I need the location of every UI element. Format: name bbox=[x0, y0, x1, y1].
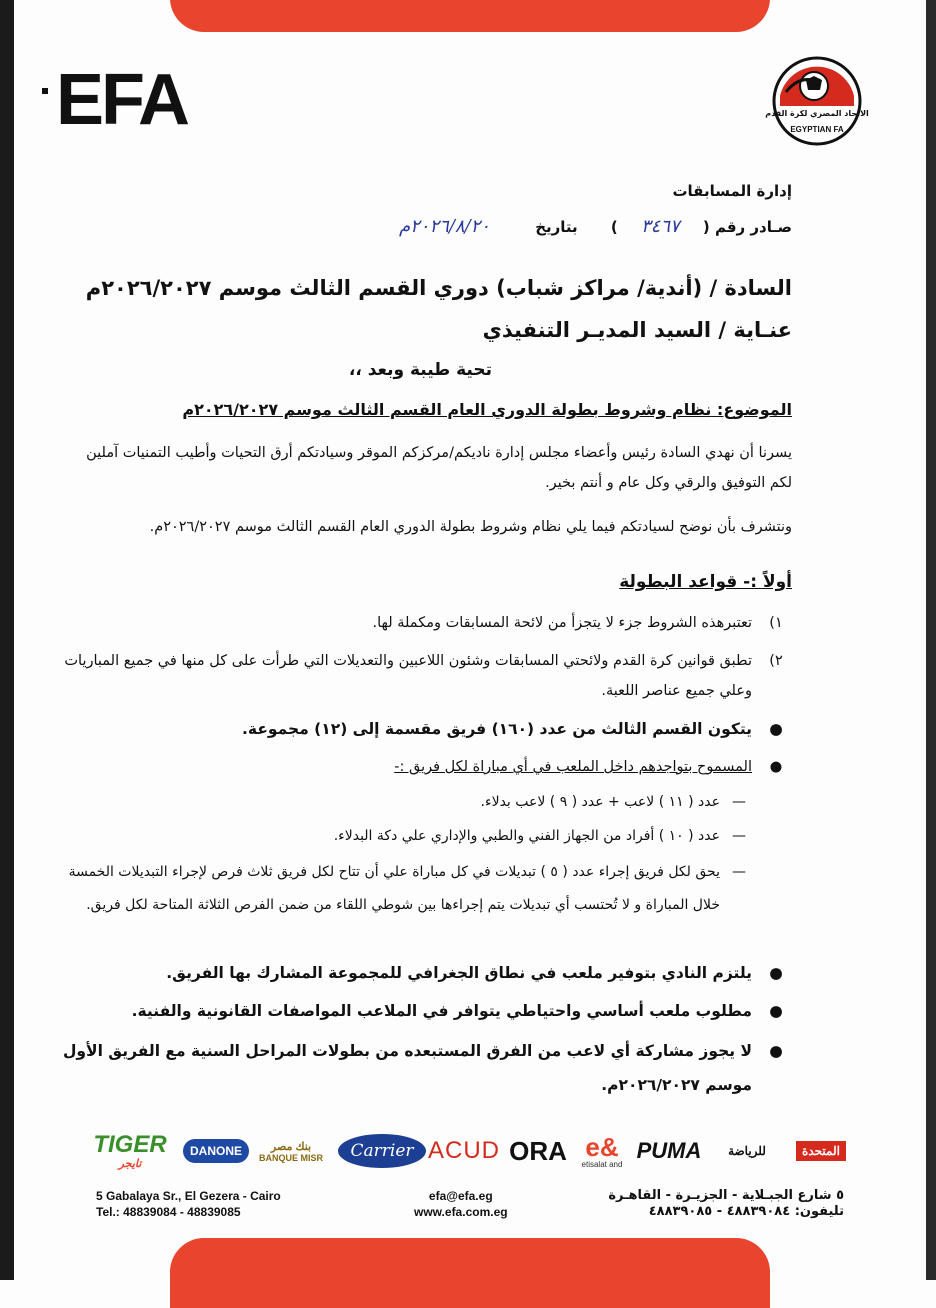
bullet-icon: ● bbox=[769, 1042, 783, 1060]
etisalat-logo: e& etisalat and bbox=[581, 1131, 623, 1169]
list-item-text: يتكون القسم الثالث من عدد (١٦٠) فريق مقسمة إلى (١٢) مجموعة. bbox=[242, 720, 752, 738]
united-logo-text: المتحدة bbox=[796, 1141, 846, 1161]
contact-web bbox=[414, 1188, 508, 1220]
efa-logo bbox=[56, 60, 188, 140]
scan-edge-right bbox=[926, 0, 936, 1280]
ora-logo: ORA bbox=[509, 1135, 567, 1166]
list-marker: ١) bbox=[769, 615, 783, 631]
sub-item bbox=[60, 820, 792, 853]
list-item bbox=[60, 608, 792, 638]
tiger-logo bbox=[90, 1126, 170, 1176]
phone-en: Tel.: 48839084 - 48839085 bbox=[96, 1205, 241, 1219]
list-item bbox=[60, 714, 792, 744]
sponsor-strip bbox=[80, 1126, 860, 1186]
bullet-icon: ● bbox=[769, 964, 783, 982]
contact-bar bbox=[80, 1188, 860, 1228]
intro-paragraph: يسرنا أن نهدي السادة رئيس وأعضاء مجلس إدارة ناديكم/مركزكم الموقر وسيادتكم أرق التحيات وأطيب التمنيات آملين لكم التوفيق والرقي وكل عام و أنتم بخير. bbox=[86, 445, 792, 491]
reference-line bbox=[60, 216, 792, 237]
subject-line bbox=[60, 400, 792, 419]
email-link[interactable]: efa@efa.eg bbox=[428, 1189, 493, 1203]
etisalat-logo-text: etisalat and bbox=[581, 1159, 623, 1169]
sport-logo-text: للرياضة bbox=[728, 1144, 766, 1158]
list-marker: ٢) bbox=[769, 653, 783, 669]
bullet-icon: ● bbox=[769, 759, 783, 775]
puma-logo: PUMA bbox=[636, 1138, 702, 1163]
dash-icon: — bbox=[732, 864, 746, 880]
tiger-logo-ar: تايجر bbox=[118, 1157, 142, 1170]
tiger-logo-text: TIGER bbox=[93, 1130, 167, 1158]
banque-misr-logo bbox=[258, 1126, 324, 1176]
subject-label: الموضوع: bbox=[716, 400, 792, 419]
notice-paragraph: ونتشرف بأن نوضح لسيادتكم فيما يلي نظام وشروط بطولة الدوري العام القسم الثالث موسم ٢٠٢٦/٢٠٢٧م. bbox=[149, 519, 792, 535]
ref-label: صـادر رقم ( bbox=[702, 218, 792, 236]
list-item bbox=[60, 996, 792, 1026]
sub-item bbox=[60, 786, 792, 819]
banque-misr-text: BANQUE MISR bbox=[258, 1152, 323, 1163]
list-item bbox=[60, 958, 792, 988]
scan-edge-left bbox=[0, 0, 14, 1280]
list-item bbox=[60, 646, 792, 706]
logo-mark bbox=[42, 88, 48, 94]
banque-misr-ar: بنك مصر bbox=[270, 1140, 312, 1153]
danone-logo bbox=[180, 1126, 252, 1176]
sub-item-text: عدد ( ١٠ ) أفراد من الجهاز الفني والطبي والإداري علي دكة البدلاء. bbox=[333, 828, 720, 844]
carrier-logo-text: Carrier bbox=[338, 1134, 425, 1168]
ref-close: ) bbox=[610, 218, 618, 236]
list-item bbox=[60, 1034, 792, 1102]
egyptian-fa-crest-icon bbox=[765, 56, 869, 146]
date-label: بتاريخ bbox=[535, 218, 578, 236]
sport-logo bbox=[710, 1126, 784, 1176]
list-item bbox=[60, 752, 792, 782]
crest-caption: EGYPTIAN FA bbox=[790, 125, 844, 134]
date-value: ٢٠٢٦/٨/٢٠م bbox=[398, 216, 490, 237]
attention-line: عنـاية / السيد المديـر التنفيذي bbox=[482, 318, 792, 342]
ref-number: ٣٤٦٧ bbox=[640, 216, 680, 237]
greeting: تحية طيبة وبعد ،، bbox=[348, 360, 492, 380]
address-en: 5 Gabalaya Sr., El Gezera - Cairo bbox=[96, 1189, 281, 1203]
address-ar: ٥ شارع الجبـلاية - الجزيـرة - القاهـرة bbox=[608, 1188, 844, 1203]
phone-ar: تليفون: ٤٨٨٣٩٠٨٤ - ٤٨٨٣٩٠٨٥ bbox=[648, 1204, 844, 1219]
section-title: أولاً :- قواعد البطولة bbox=[619, 572, 792, 592]
efa-logo-text: EFA bbox=[56, 60, 188, 140]
list-item-text: مطلوب ملعب أساسي واحتياطي يتوافر في الملاعب المواصفات القانونية والفنية. bbox=[131, 1002, 752, 1020]
acud-logo: ACUD bbox=[428, 1137, 501, 1164]
bullet-icon: ● bbox=[769, 720, 783, 738]
sub-item-text: يحق لكل فريق إجراء عدد ( ٥ ) تبديلات في كل مباراة علي أن تتاح لكل فريق ثلاث فرص لإجراء التبديلات الخمسة خلال المباراة و لا تُحتسب أي تبديلات يتم إجراءها بين شوطي اللقاء من ضمن الفرص الثلاثة المتاحة لكل فريق. bbox=[68, 864, 720, 913]
contact-arabic bbox=[608, 1188, 844, 1220]
department: إدارة المسابقات bbox=[672, 182, 792, 200]
carrier-logo bbox=[338, 1126, 426, 1176]
list-item-text: تعتبرهذه الشروط جزء لا يتجزأ من لائحة المسابقات ومكملة لها. bbox=[372, 615, 752, 631]
list-item-text: المسموح بتواجدهم داخل الملعب في أي مباراة لكل فريق :- bbox=[394, 759, 752, 775]
bottom-red-band bbox=[170, 1238, 770, 1308]
dash-icon: — bbox=[732, 794, 746, 810]
danone-logo-text: DANONE bbox=[183, 1139, 249, 1163]
list-item-text: لا يجوز مشاركة أي لاعب من الفرق المستبعده من بطولات المراحل السنية مع الفريق الأول موسم ٢٠٢٦/٢٠٢٧م. bbox=[62, 1042, 752, 1094]
bullet-icon: ● bbox=[769, 1002, 783, 1020]
list-item-text: تطبق قوانين كرة القدم ولائحتي المسابقات وشئون اللاعبين والتعديلات التي طرأت على كل منها في جميع المباريات وعلي جميع عناصر اللعبة. bbox=[64, 653, 752, 699]
website-link[interactable]: www.efa.com.eg bbox=[414, 1205, 508, 1219]
contact-english bbox=[96, 1188, 281, 1220]
united-logo bbox=[788, 1126, 854, 1176]
sub-item-text: عدد ( ١١ ) لاعب + عدد ( ٩ ) لاعب بدلاء. bbox=[480, 794, 720, 810]
list-item-text: يلتزم النادي بتوفير ملعب في نطاق الجغرافي للمجموعة المشارك بها الفريق. bbox=[166, 964, 752, 982]
addressee: السادة / (أندية/ مراكز شباب) دوري القسم الثالث موسم ٢٠٢٦/٢٠٢٧م bbox=[85, 276, 792, 300]
dash-icon: — bbox=[732, 828, 746, 844]
top-red-band bbox=[170, 0, 770, 32]
crest-arabic-text: الاتحاد المصري لكرة القدم bbox=[765, 109, 869, 118]
sub-item bbox=[60, 856, 792, 922]
subject-text: نظام وشروط بطولة الدوري العام القسم الثالث موسم ٢٠٢٦/٢٠٢٧م bbox=[182, 400, 712, 419]
